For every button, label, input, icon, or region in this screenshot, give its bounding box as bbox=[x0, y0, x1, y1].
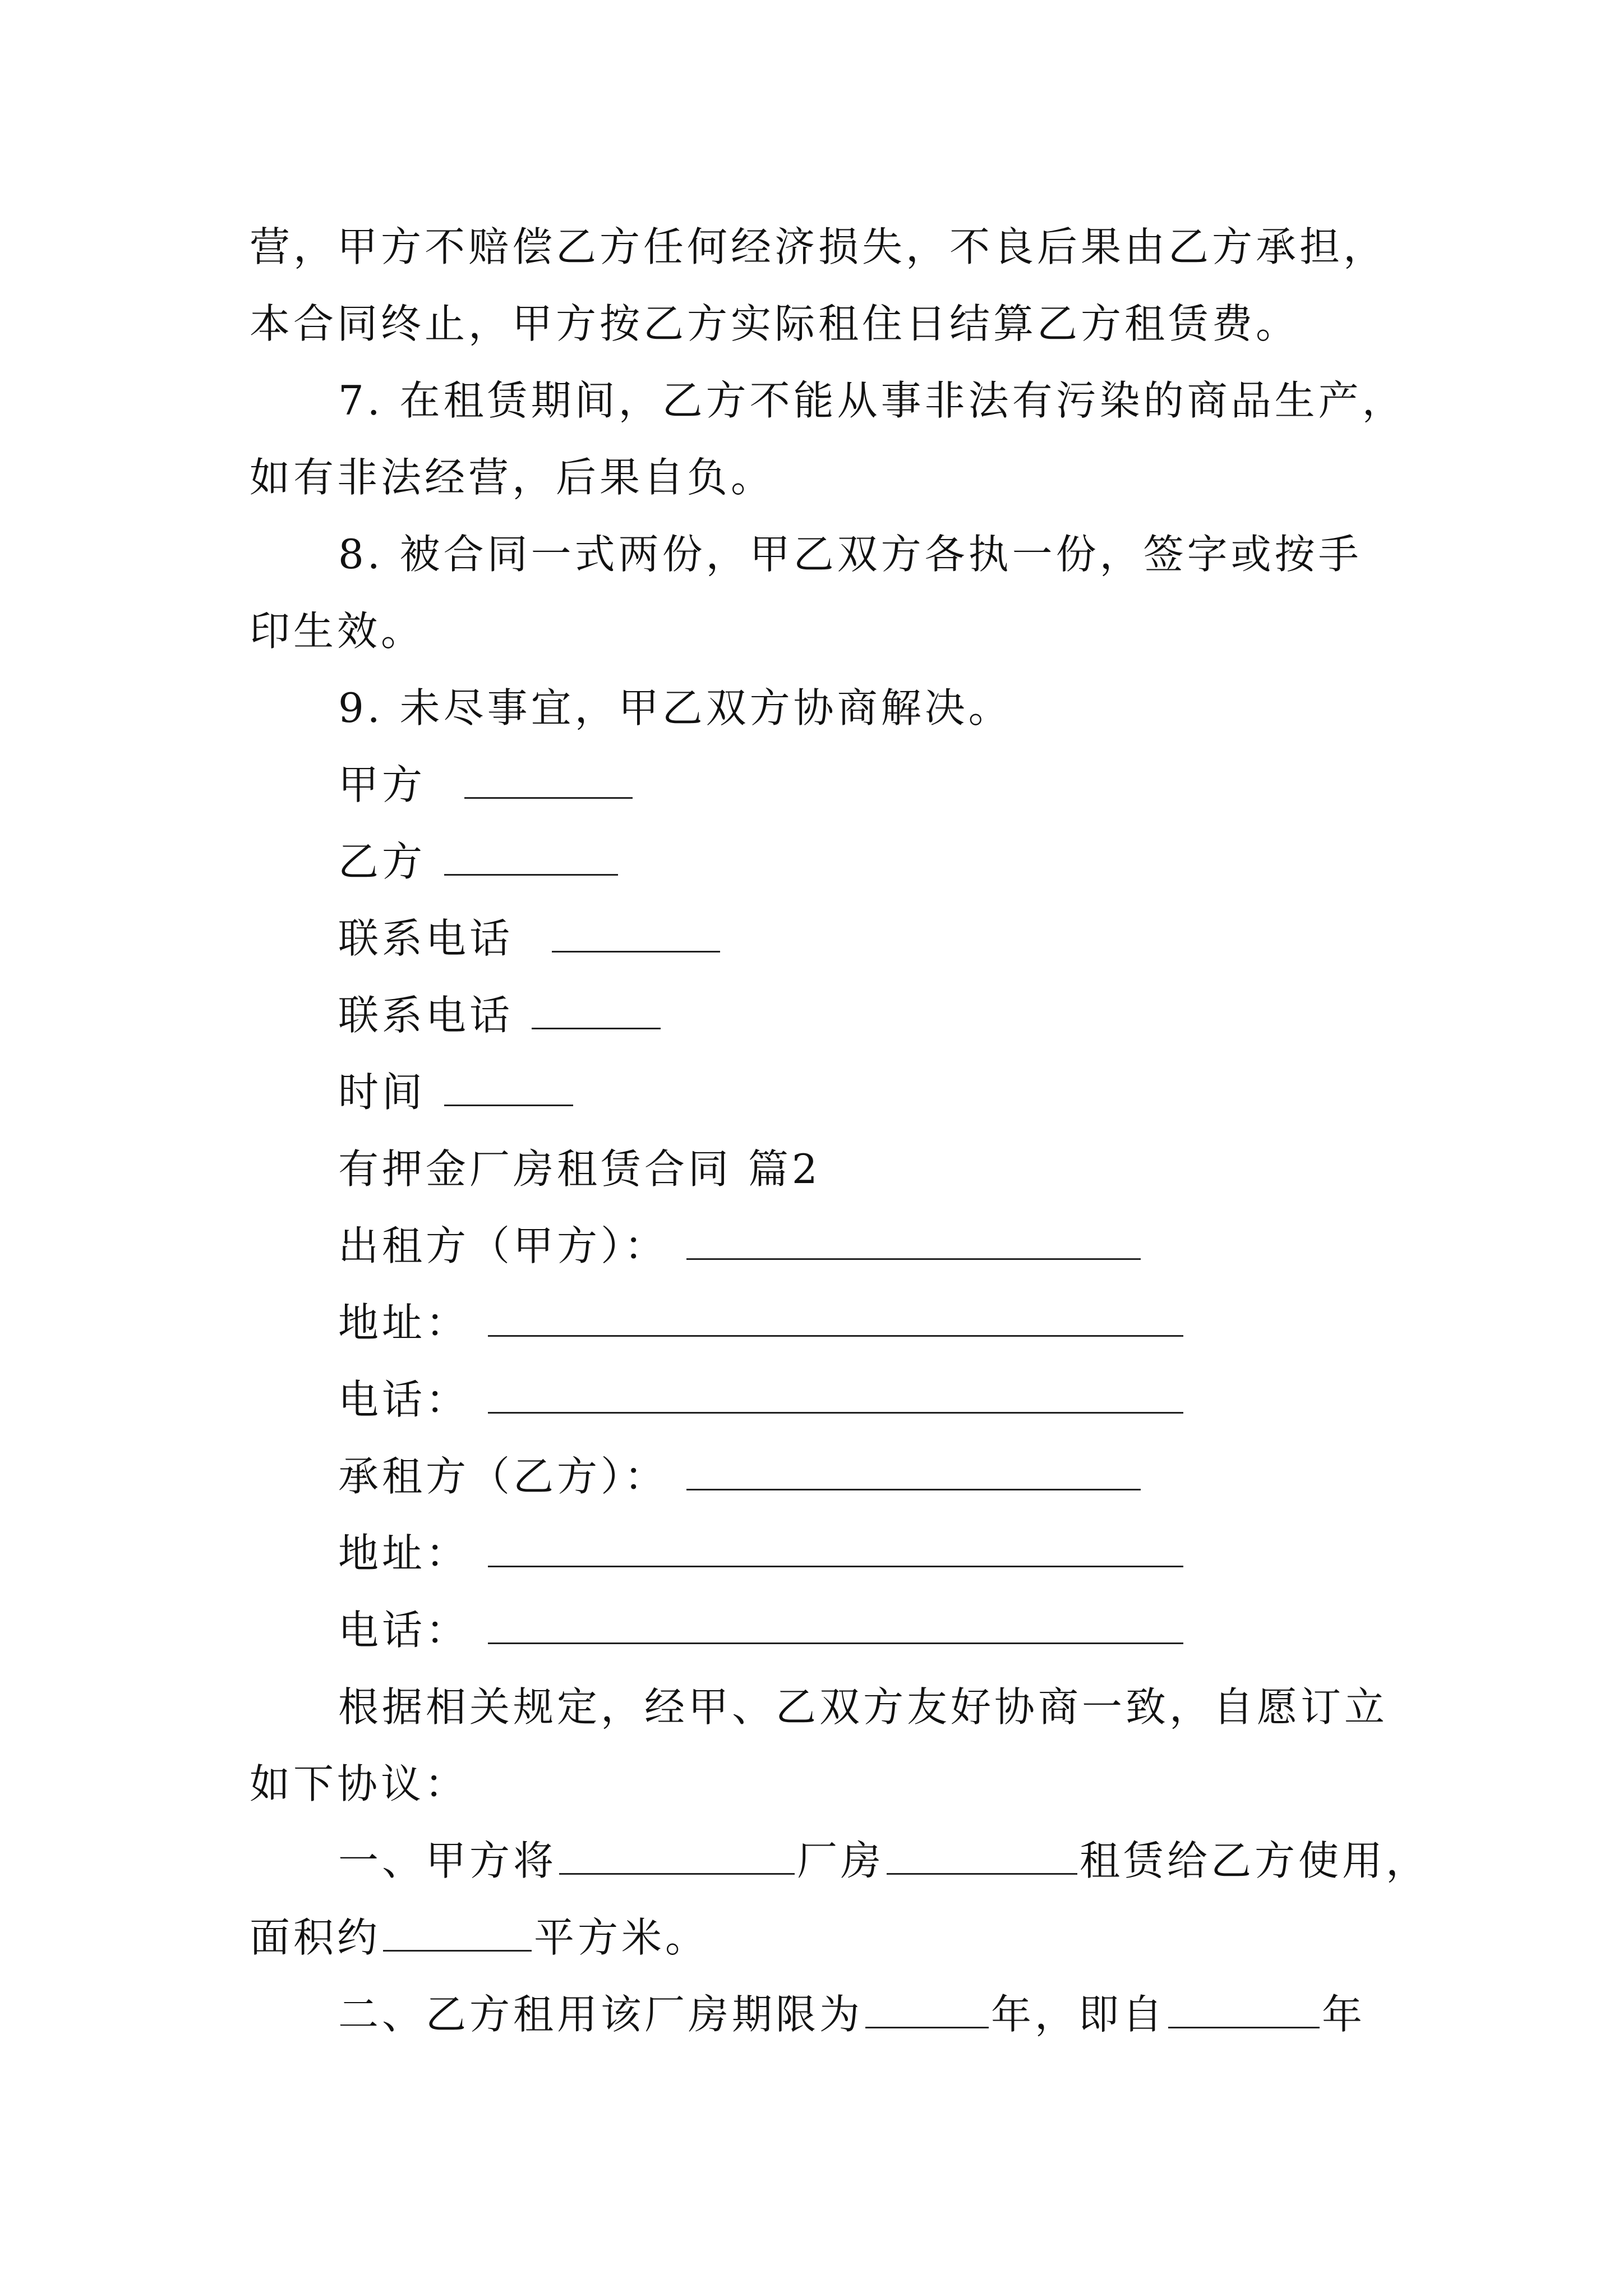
lessee-label: 承租方（乙方）： bbox=[338, 1453, 668, 1500]
address-a-blank bbox=[488, 1295, 1183, 1337]
area-unit: 平方米。 bbox=[534, 1914, 709, 1961]
paragraph-line: 营，甲方不赔偿乙方任何经济损失，不良后果由乙方承担， bbox=[250, 223, 1387, 270]
phone-b-label: 电话： bbox=[338, 1607, 470, 1654]
party-b-signature bbox=[338, 834, 1471, 890]
phone-a-line bbox=[338, 1372, 1471, 1428]
clause-7-line: 7. 在租赁期间，乙方不能从事非法有污染的商品生产， bbox=[338, 377, 1406, 424]
clause-1-prefix: 一、甲方将 bbox=[338, 1837, 557, 1884]
time-blank bbox=[444, 1064, 573, 1106]
address-b-label: 地址： bbox=[338, 1530, 470, 1577]
time-signature bbox=[338, 1064, 1471, 1120]
clause-1-factory: 厂房 bbox=[797, 1837, 885, 1884]
clause-2-mid: 年，即自 bbox=[991, 1991, 1166, 2038]
start-year-blank bbox=[1168, 1986, 1320, 2028]
clause-1-suffix: 租赁给乙方使用， bbox=[1080, 1837, 1430, 1884]
clause-1-line bbox=[338, 1833, 1471, 1889]
phone-1-label: 联系电话 bbox=[338, 915, 514, 962]
clause-2-year: 年 bbox=[1322, 1991, 1366, 2038]
address-b-line bbox=[338, 1525, 1471, 1581]
phone-1-signature bbox=[338, 910, 1471, 967]
section-heading: 有押金厂房租赁合同 篇2 bbox=[338, 1145, 821, 1193]
address-a-label: 地址： bbox=[338, 1299, 470, 1346]
intro-line: 根据相关规定，经甲、乙双方友好协商一致，自愿订立 bbox=[338, 1683, 1389, 1731]
intro-line-cont: 如下协议： bbox=[250, 1760, 469, 1807]
phone-2-signature bbox=[338, 987, 1471, 1043]
phone-a-blank bbox=[488, 1372, 1183, 1414]
factory-name-blank bbox=[887, 1833, 1077, 1875]
lessee-blank bbox=[686, 1448, 1141, 1490]
factory-location-blank bbox=[559, 1833, 795, 1875]
phone-2-label: 联系电话 bbox=[338, 992, 514, 1039]
address-a-line bbox=[338, 1295, 1471, 1351]
party-a-label: 甲方 bbox=[338, 761, 426, 808]
clause-9-line: 9. 未尽事宜，甲乙双方协商解决。 bbox=[338, 684, 1012, 731]
party-a-signature bbox=[338, 757, 1471, 813]
paragraph-line: 如有非法经营，后果自负。 bbox=[250, 454, 775, 501]
lessee-line bbox=[338, 1448, 1471, 1504]
phone-1-blank bbox=[552, 910, 720, 953]
lessor-blank bbox=[686, 1218, 1141, 1260]
clause-1-area-line bbox=[250, 1910, 1382, 1966]
clause-2-prefix: 二、乙方租用该厂房期限为 bbox=[338, 1991, 864, 2038]
paragraph-line: 本合同终止，甲方按乙方实际租住日结算乙方租赁费。 bbox=[250, 300, 1300, 347]
phone-b-blank bbox=[488, 1602, 1183, 1644]
area-blank bbox=[383, 1910, 532, 1952]
party-b-blank bbox=[444, 834, 618, 876]
area-label: 面积约 bbox=[250, 1914, 381, 1961]
lessor-label: 出租方（甲方）： bbox=[338, 1222, 668, 1269]
lessor-line bbox=[338, 1218, 1471, 1274]
phone-b-line bbox=[338, 1602, 1471, 1658]
party-a-blank bbox=[464, 757, 633, 799]
time-label: 时间 bbox=[338, 1069, 426, 1116]
phone-a-label: 电话： bbox=[338, 1376, 470, 1423]
term-years-blank bbox=[865, 1986, 989, 2028]
phone-2-blank bbox=[532, 987, 661, 1029]
clause-2-line bbox=[338, 1986, 1471, 2042]
clause-8-line: 8. 被合同一式两份，甲乙双方各执一份，签字或按手 bbox=[338, 531, 1362, 578]
party-b-label: 乙方 bbox=[338, 838, 426, 885]
paragraph-line: 印生效。 bbox=[250, 608, 425, 655]
address-b-blank bbox=[488, 1525, 1183, 1567]
